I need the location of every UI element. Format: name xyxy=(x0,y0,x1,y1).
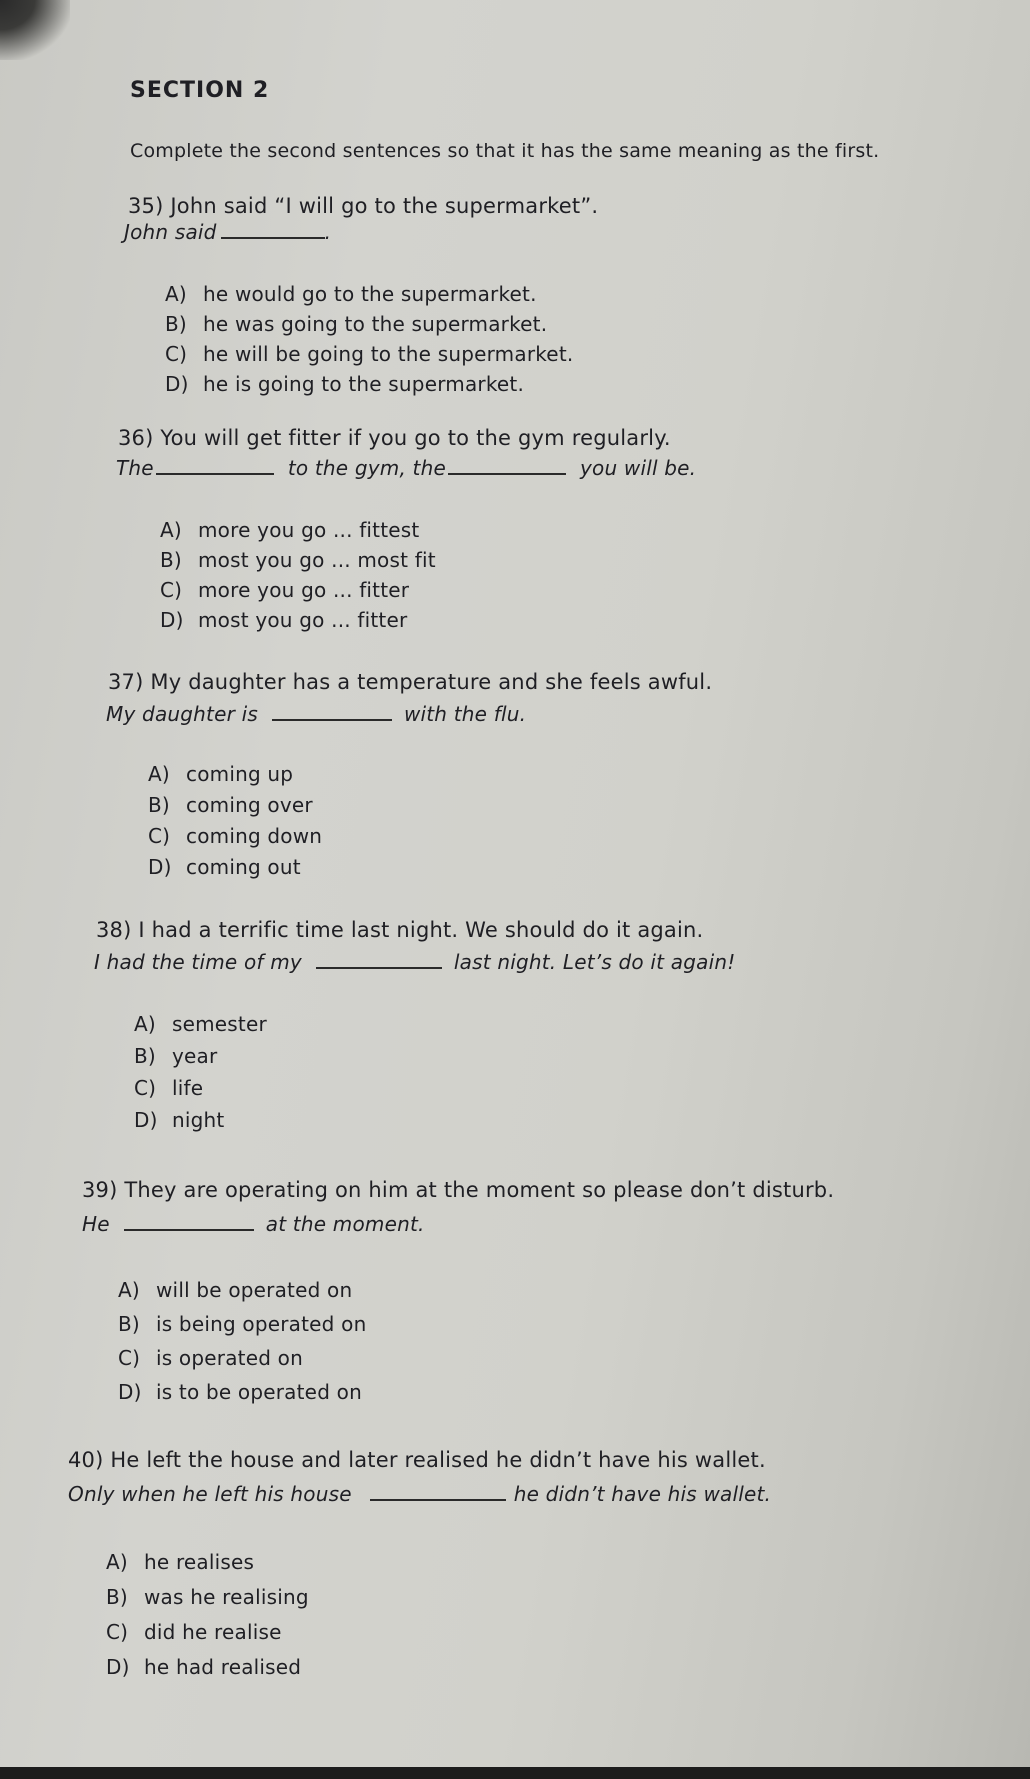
option-letter: B) xyxy=(106,1585,128,1609)
question-38-prompt: 38) I had a terrific time last night. We should do it again. xyxy=(96,918,704,942)
question-40-option-a xyxy=(106,1550,254,1574)
shadow-corner xyxy=(0,0,70,60)
rewrite-text: John said xyxy=(124,220,217,244)
question-39-option-b xyxy=(118,1312,366,1336)
option-letter: C) xyxy=(160,578,183,602)
question-38-option-c xyxy=(134,1076,203,1100)
question-36-prompt: 36) You will get fitter if you go to the gym regularly. xyxy=(118,426,671,450)
answer-blank xyxy=(272,703,392,721)
option-letter: C) xyxy=(134,1076,157,1100)
question-40-rewrite xyxy=(68,1482,771,1506)
option-text: he had realised xyxy=(144,1655,302,1679)
option-text: did he realise xyxy=(144,1620,282,1644)
option-letter: D) xyxy=(160,608,184,632)
option-letter: D) xyxy=(165,372,189,396)
option-letter: C) xyxy=(165,342,188,366)
option-text: was he realising xyxy=(144,1585,309,1609)
option-text: is being operated on xyxy=(156,1312,367,1336)
question-39-option-d xyxy=(118,1380,362,1404)
question-36-option-b xyxy=(160,548,436,572)
option-text: he would go to the supermarket. xyxy=(203,282,537,306)
rewrite-text: Only when he left his house xyxy=(68,1482,352,1506)
question-35-prompt: 35) John said “I will go to the supermarket”. xyxy=(128,194,599,218)
question-37-option-b xyxy=(148,793,313,817)
option-letter: D) xyxy=(118,1380,142,1404)
option-letter: D) xyxy=(106,1655,130,1679)
question-39-prompt: 39) They are operating on him at the moment so please don’t disturb. xyxy=(82,1178,835,1202)
question-35-option-a xyxy=(165,282,537,306)
question-40-option-d xyxy=(106,1655,301,1679)
rewrite-text: to the gym, the xyxy=(287,456,446,480)
rewrite-text: He xyxy=(82,1212,110,1236)
question-36-option-d xyxy=(160,608,407,632)
option-letter: B) xyxy=(118,1312,140,1336)
option-letter: A) xyxy=(134,1012,156,1036)
option-text: more you go ... fittest xyxy=(198,518,420,542)
option-letter: D) xyxy=(148,855,172,879)
option-text: is operated on xyxy=(156,1346,303,1370)
option-text: coming down xyxy=(186,824,323,848)
answer-blank xyxy=(124,1213,254,1231)
question-35-option-b xyxy=(165,312,547,336)
rewrite-text: The xyxy=(116,456,154,480)
option-letter: A) xyxy=(106,1550,128,1574)
option-text: night xyxy=(172,1108,225,1132)
option-text: coming over xyxy=(186,793,313,817)
question-38-option-a xyxy=(134,1012,267,1036)
question-35-option-d xyxy=(165,372,524,396)
question-36-rewrite xyxy=(116,456,696,480)
question-40-option-c xyxy=(106,1620,282,1644)
rewrite-text: My daughter is xyxy=(106,702,258,726)
option-text: he was going to the supermarket. xyxy=(203,312,548,336)
rewrite-text: with the flu. xyxy=(403,702,527,726)
answer-blank xyxy=(221,221,325,239)
rewrite-text: I had the time of my xyxy=(94,950,302,974)
option-letter: C) xyxy=(106,1620,129,1644)
option-letter: A) xyxy=(148,762,170,786)
question-35-option-c xyxy=(165,342,573,366)
option-text: he is going to the supermarket. xyxy=(203,372,525,396)
option-text: will be operated on xyxy=(156,1278,353,1302)
question-37-option-d xyxy=(148,855,301,879)
question-40-option-b xyxy=(106,1585,309,1609)
table-edge xyxy=(0,1767,1030,1779)
answer-blank xyxy=(448,457,566,475)
rewrite-text: . xyxy=(324,220,332,244)
question-36-option-a xyxy=(160,518,419,542)
question-39-option-a xyxy=(118,1278,352,1302)
question-37-option-c xyxy=(148,824,322,848)
question-37-prompt: 37) My daughter has a temperature and she feels awful. xyxy=(108,670,713,694)
option-letter: B) xyxy=(148,793,170,817)
option-letter: B) xyxy=(134,1044,156,1068)
option-text: coming out xyxy=(186,855,301,879)
instruction-text: Complete the second sentences so that it has the same meaning as the first. xyxy=(130,140,880,162)
answer-blank xyxy=(316,951,442,969)
question-38-option-b xyxy=(134,1044,217,1068)
option-text: is to be operated on xyxy=(156,1380,362,1404)
section-title: SECTION 2 xyxy=(130,78,270,103)
option-letter: A) xyxy=(160,518,182,542)
question-36-option-c xyxy=(160,578,409,602)
option-letter: A) xyxy=(165,282,187,306)
option-letter: A) xyxy=(118,1278,140,1302)
option-letter: B) xyxy=(160,548,182,572)
answer-blank xyxy=(370,1483,506,1501)
option-text: life xyxy=(172,1076,204,1100)
question-39-rewrite xyxy=(82,1212,425,1236)
question-37-rewrite xyxy=(106,702,526,726)
option-letter: C) xyxy=(148,824,171,848)
question-38-rewrite xyxy=(94,950,735,974)
option-text: coming up xyxy=(186,762,294,786)
answer-blank xyxy=(156,457,274,475)
question-39-option-c xyxy=(118,1346,303,1370)
option-letter: D) xyxy=(134,1108,158,1132)
rewrite-text: at the moment. xyxy=(265,1212,425,1236)
rewrite-text: last night. Let’s do it again! xyxy=(453,950,736,974)
rewrite-text: he didn’t have his wallet. xyxy=(513,1482,772,1506)
option-text: most you go ... most fit xyxy=(198,548,436,572)
question-38-option-d xyxy=(134,1108,224,1132)
question-35-rewrite xyxy=(124,220,331,244)
question-37-option-a xyxy=(148,762,293,786)
option-letter: C) xyxy=(118,1346,141,1370)
option-text: semester xyxy=(172,1012,267,1036)
question-40-prompt: 40) He left the house and later realised he didn’t have his wallet. xyxy=(68,1448,766,1472)
option-letter: B) xyxy=(165,312,187,336)
option-text: more you go ... fitter xyxy=(198,578,410,602)
option-text: he realises xyxy=(144,1550,255,1574)
option-text: he will be going to the supermarket. xyxy=(203,342,574,366)
option-text: most you go ... fitter xyxy=(198,608,408,632)
rewrite-text: you will be. xyxy=(579,456,697,480)
option-text: year xyxy=(172,1044,218,1068)
